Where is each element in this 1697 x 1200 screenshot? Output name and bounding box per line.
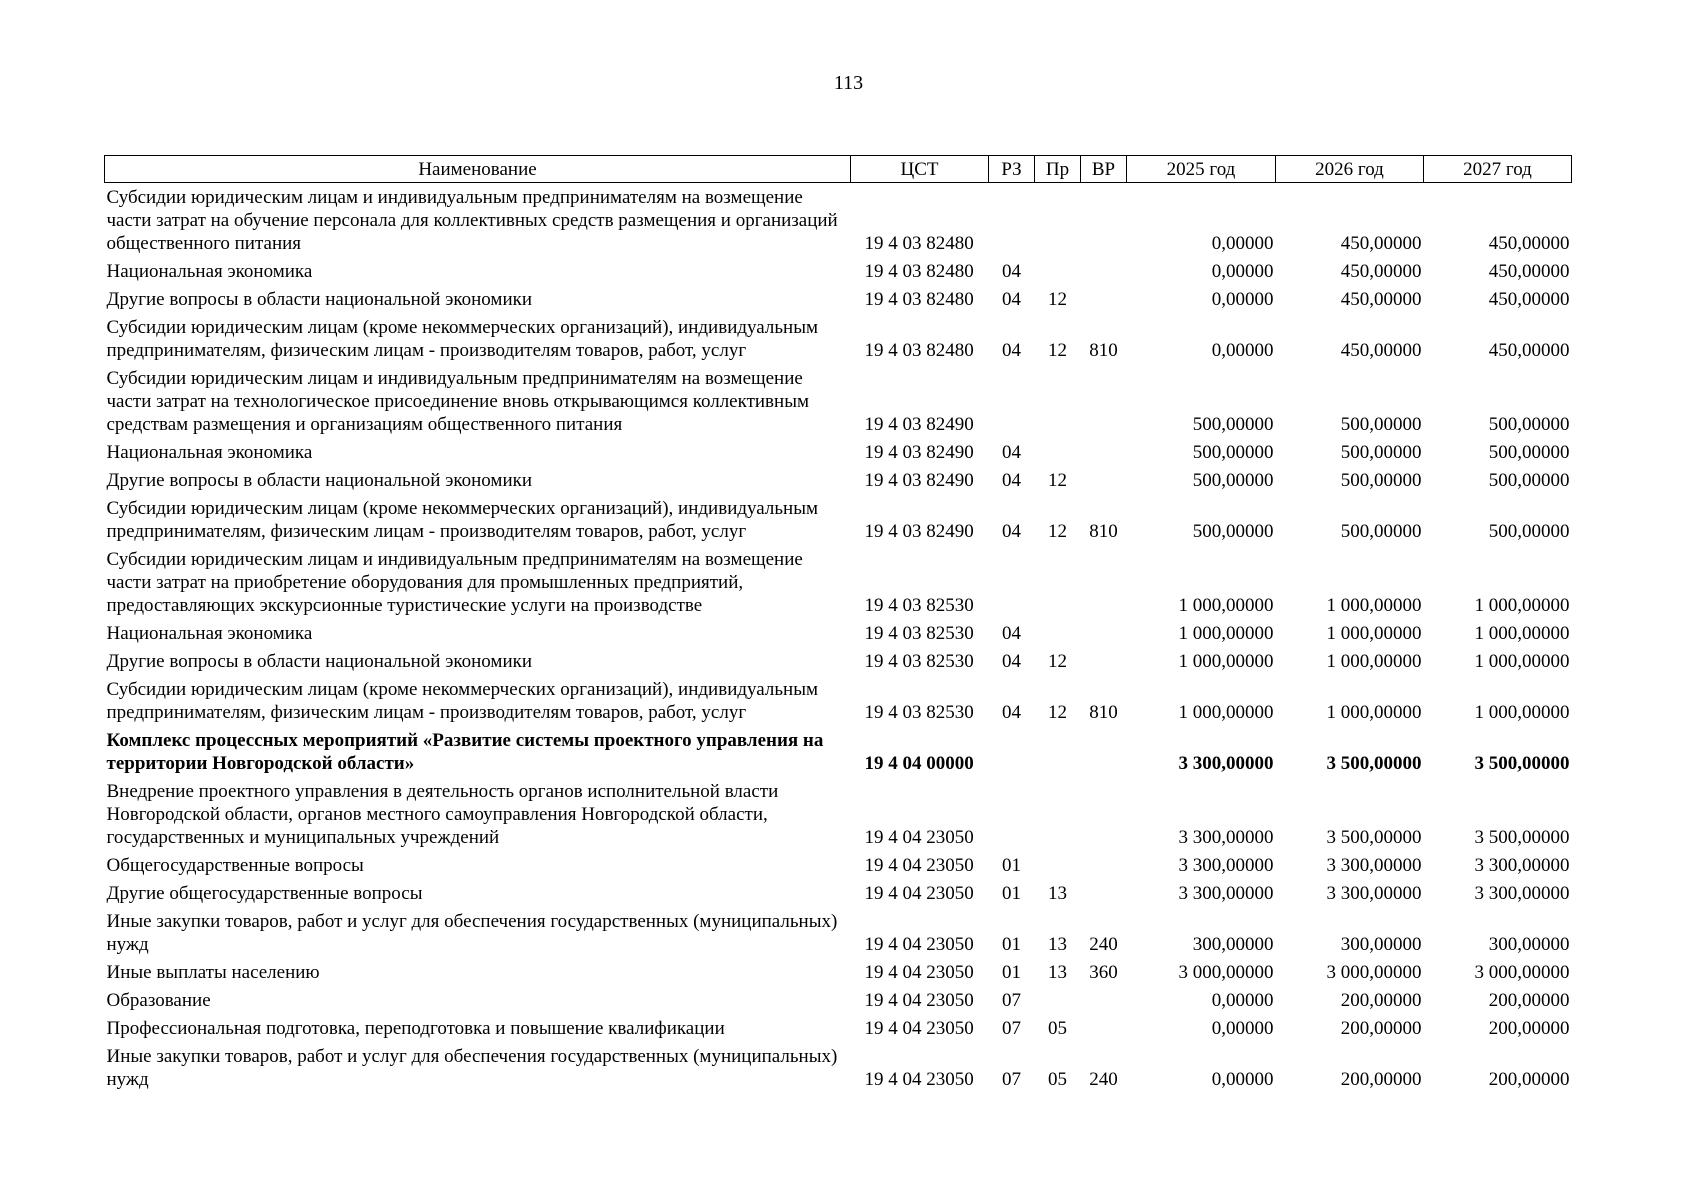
row-pr: 13 bbox=[1048, 883, 1067, 904]
row-pr: 13 bbox=[1048, 962, 1067, 983]
row-vr bbox=[1081, 647, 1127, 675]
row-2027: 3 000,00000 bbox=[1474, 962, 1570, 983]
table-row bbox=[105, 986, 1572, 1014]
header-name: Наименование bbox=[105, 156, 851, 183]
row-2026: 3 300,00000 bbox=[1326, 855, 1422, 876]
row-pr: 12 bbox=[1048, 702, 1067, 723]
row-rz: 01 bbox=[1002, 883, 1021, 904]
row-2026: 3 500,00000 bbox=[1326, 753, 1422, 774]
table-row bbox=[105, 183, 1572, 258]
header-rz: РЗ bbox=[989, 156, 1035, 183]
row-2027: 1 000,00000 bbox=[1474, 623, 1570, 644]
row-2027: 1 000,00000 bbox=[1474, 702, 1570, 723]
row-2025: 1 000,00000 bbox=[1178, 595, 1274, 616]
row-2025: 3 300,00000 bbox=[1178, 855, 1274, 876]
row-2026: 1 000,00000 bbox=[1326, 595, 1422, 616]
row-2026: 450,00000 bbox=[1340, 233, 1422, 254]
row-pr bbox=[1035, 438, 1081, 466]
row-vr: 360 bbox=[1089, 962, 1118, 983]
row-name: Субсидии юридическим лицам (кроме некоммерческих организаций), индивидуальным предпринимателям, физическим лицам - производителям товаров, работ, услуг bbox=[106, 679, 818, 723]
row-2026: 3 000,00000 bbox=[1326, 962, 1422, 983]
row-vr bbox=[1081, 1014, 1127, 1042]
row-name: Иные выплаты населению bbox=[106, 962, 320, 983]
row-name: Национальная экономика bbox=[106, 261, 313, 282]
row-rz bbox=[989, 183, 1035, 258]
page-number: 113 bbox=[833, 72, 864, 94]
row-cst: 19 4 03 82490 bbox=[864, 442, 974, 463]
row-2027: 300,00000 bbox=[1488, 934, 1570, 955]
row-2025: 500,00000 bbox=[1192, 470, 1274, 491]
row-vr bbox=[1081, 986, 1127, 1014]
row-2025: 1 000,00000 bbox=[1178, 702, 1274, 723]
row-2027: 200,00000 bbox=[1488, 1069, 1570, 1090]
row-pr: 12 bbox=[1048, 340, 1067, 361]
row-cst: 19 4 03 82530 bbox=[864, 623, 974, 644]
row-2025: 3 000,00000 bbox=[1178, 962, 1274, 983]
table-body bbox=[105, 183, 1572, 1094]
row-name: Субсидии юридическим лицам и индивидуальным предпринимателям на возмещение части затрат на технологическое присоединение вновь открывающимся коллективным средствам размещения и организациям общественного питания bbox=[106, 368, 809, 435]
row-pr bbox=[1035, 545, 1081, 619]
row-rz: 07 bbox=[1002, 1069, 1021, 1090]
row-cst: 19 4 03 82480 bbox=[864, 233, 974, 254]
row-name: Субсидии юридическим лицам (кроме некоммерческих организаций), индивидуальным предпринимателям, физическим лицам - производителям товаров, работ, услуг bbox=[106, 498, 818, 542]
row-2026: 200,00000 bbox=[1340, 1018, 1422, 1039]
row-cst: 19 4 03 82530 bbox=[864, 651, 974, 672]
row-rz: 04 bbox=[1002, 623, 1021, 644]
header-cst: ЦСТ bbox=[851, 156, 989, 183]
row-2026: 300,00000 bbox=[1340, 934, 1422, 955]
row-pr bbox=[1035, 364, 1081, 438]
row-name: Субсидии юридическим лицам и индивидуальным предпринимателям на возмещение части затрат на приобретение оборудования для промышленных предприятий, предоставляющих экскурсионные туристические услуги на производстве bbox=[106, 549, 803, 616]
row-vr bbox=[1081, 619, 1127, 647]
row-cst: 19 4 04 23050 bbox=[864, 990, 974, 1011]
row-rz bbox=[989, 364, 1035, 438]
table-row bbox=[105, 675, 1572, 726]
row-vr bbox=[1081, 851, 1127, 879]
row-name: Иные закупки товаров, работ и услуг для обеспечения государственных (муниципальных) нужд bbox=[106, 911, 838, 955]
row-2025: 500,00000 bbox=[1192, 414, 1274, 435]
table-row bbox=[105, 777, 1572, 851]
row-cst: 19 4 04 23050 bbox=[864, 827, 974, 848]
row-cst: 19 4 04 23050 bbox=[864, 855, 974, 876]
row-2027: 200,00000 bbox=[1488, 1018, 1570, 1039]
row-pr bbox=[1035, 619, 1081, 647]
table-row bbox=[105, 619, 1572, 647]
row-2026: 500,00000 bbox=[1340, 442, 1422, 463]
row-name: Другие вопросы в области национальной экономики bbox=[106, 289, 533, 310]
row-2027: 1 000,00000 bbox=[1474, 595, 1570, 616]
row-rz: 04 bbox=[1002, 470, 1021, 491]
row-rz: 04 bbox=[1002, 340, 1021, 361]
row-pr: 13 bbox=[1048, 934, 1067, 955]
row-vr bbox=[1081, 879, 1127, 907]
row-2025: 1 000,00000 bbox=[1178, 651, 1274, 672]
row-name: Комплекс процессных мероприятий «Развитие системы проектного управления на территории Новгородской области» bbox=[106, 730, 824, 774]
row-vr: 810 bbox=[1089, 702, 1118, 723]
row-cst: 19 4 03 82480 bbox=[864, 261, 974, 282]
row-2027: 450,00000 bbox=[1488, 340, 1570, 361]
row-2025: 3 300,00000 bbox=[1178, 753, 1274, 774]
row-name: Общегосударственные вопросы bbox=[106, 855, 364, 876]
row-vr: 810 bbox=[1089, 340, 1118, 361]
row-2027: 450,00000 bbox=[1488, 261, 1570, 282]
row-2027: 500,00000 bbox=[1488, 521, 1570, 542]
row-pr bbox=[1035, 726, 1081, 777]
table-row bbox=[105, 466, 1572, 494]
table-row bbox=[105, 494, 1572, 545]
table-row bbox=[105, 257, 1572, 285]
row-rz: 04 bbox=[1002, 289, 1021, 310]
row-2025: 500,00000 bbox=[1192, 442, 1274, 463]
table-row bbox=[105, 1042, 1572, 1093]
row-rz bbox=[989, 726, 1035, 777]
row-pr: 12 bbox=[1048, 470, 1067, 491]
row-name: Внедрение проектного управления в деятельность органов исполнительной власти Новгородской области, органов местного самоуправления Новгородской области, государственных и муниципальных учреждений bbox=[106, 781, 779, 848]
row-vr: 810 bbox=[1089, 521, 1118, 542]
header-2026: 2026 год bbox=[1276, 156, 1424, 183]
row-2027: 500,00000 bbox=[1488, 442, 1570, 463]
row-2026: 450,00000 bbox=[1340, 340, 1422, 361]
row-2026: 500,00000 bbox=[1340, 414, 1422, 435]
row-cst: 19 4 03 82530 bbox=[864, 595, 974, 616]
row-2026: 500,00000 bbox=[1340, 521, 1422, 542]
row-pr bbox=[1035, 851, 1081, 879]
row-vr bbox=[1081, 438, 1127, 466]
table-row bbox=[105, 313, 1572, 364]
row-cst: 19 4 04 23050 bbox=[864, 883, 974, 904]
row-2027: 450,00000 bbox=[1488, 233, 1570, 254]
row-rz: 01 bbox=[1002, 962, 1021, 983]
row-cst: 19 4 04 00000 bbox=[864, 753, 974, 774]
row-rz bbox=[989, 545, 1035, 619]
row-name: Национальная экономика bbox=[106, 623, 313, 644]
row-2026: 1 000,00000 bbox=[1326, 702, 1422, 723]
header-2027: 2027 год bbox=[1424, 156, 1572, 183]
row-cst: 19 4 03 82480 bbox=[864, 289, 974, 310]
row-rz: 04 bbox=[1002, 702, 1021, 723]
row-name: Образование bbox=[106, 990, 211, 1011]
row-rz: 07 bbox=[1002, 990, 1021, 1011]
row-name: Другие вопросы в области национальной экономики bbox=[106, 651, 533, 672]
row-2026: 200,00000 bbox=[1340, 990, 1422, 1011]
row-vr bbox=[1081, 285, 1127, 313]
row-2026: 500,00000 bbox=[1340, 470, 1422, 491]
row-2026: 3 500,00000 bbox=[1326, 827, 1422, 848]
row-2027: 450,00000 bbox=[1488, 289, 1570, 310]
row-2025: 1 000,00000 bbox=[1178, 623, 1274, 644]
row-vr bbox=[1081, 466, 1127, 494]
row-rz: 01 bbox=[1002, 855, 1021, 876]
row-2027: 3 300,00000 bbox=[1474, 883, 1570, 904]
row-2025: 3 300,00000 bbox=[1178, 883, 1274, 904]
header-pr: Пр bbox=[1035, 156, 1081, 183]
header-vr: ВР bbox=[1081, 156, 1127, 183]
row-2026: 1 000,00000 bbox=[1326, 623, 1422, 644]
table-row bbox=[105, 1014, 1572, 1042]
table-row bbox=[105, 545, 1572, 619]
row-2025: 300,00000 bbox=[1192, 934, 1274, 955]
row-cst: 19 4 03 82480 bbox=[864, 340, 974, 361]
row-vr: 240 bbox=[1089, 934, 1118, 955]
row-vr bbox=[1081, 183, 1127, 258]
row-2026: 200,00000 bbox=[1340, 1069, 1422, 1090]
row-cst: 19 4 03 82490 bbox=[864, 414, 974, 435]
row-2027: 3 500,00000 bbox=[1474, 753, 1570, 774]
table-row bbox=[105, 647, 1572, 675]
row-pr: 05 bbox=[1048, 1069, 1067, 1090]
row-vr: 240 bbox=[1089, 1069, 1118, 1090]
row-2026: 3 300,00000 bbox=[1326, 883, 1422, 904]
row-2025: 3 300,00000 bbox=[1178, 827, 1274, 848]
row-rz: 04 bbox=[1002, 521, 1021, 542]
row-vr bbox=[1081, 726, 1127, 777]
row-name: Национальная экономика bbox=[106, 442, 313, 463]
table-row bbox=[105, 438, 1572, 466]
row-rz: 04 bbox=[1002, 261, 1021, 282]
row-2027: 3 300,00000 bbox=[1474, 855, 1570, 876]
row-rz bbox=[989, 777, 1035, 851]
table-row bbox=[105, 907, 1572, 958]
row-rz: 07 bbox=[1002, 1018, 1021, 1039]
row-name: Субсидии юридическим лицам (кроме некоммерческих организаций), индивидуальным предпринимателям, физическим лицам - производителям товаров, работ, услуг bbox=[106, 317, 818, 361]
row-rz: 04 bbox=[1002, 651, 1021, 672]
row-2025: 500,00000 bbox=[1192, 521, 1274, 542]
row-vr bbox=[1081, 364, 1127, 438]
row-2025: 0,00000 bbox=[1211, 289, 1274, 310]
row-pr bbox=[1035, 257, 1081, 285]
row-name: Субсидии юридическим лицам и индивидуальным предпринимателям на возмещение части затрат на обучение персонала для коллективных средств размещения и организаций общественного питания bbox=[106, 187, 838, 254]
row-2026: 1 000,00000 bbox=[1326, 651, 1422, 672]
row-name: Другие вопросы в области национальной экономики bbox=[106, 470, 533, 491]
row-pr bbox=[1035, 777, 1081, 851]
row-cst: 19 4 04 23050 bbox=[864, 962, 974, 983]
row-rz: 04 bbox=[1002, 442, 1021, 463]
row-2025: 0,00000 bbox=[1211, 990, 1274, 1011]
row-vr bbox=[1081, 777, 1127, 851]
budget-table bbox=[104, 155, 1572, 1093]
table-row bbox=[105, 726, 1572, 777]
row-cst: 19 4 04 23050 bbox=[864, 934, 974, 955]
row-name: Иные закупки товаров, работ и услуг для обеспечения государственных (муниципальных) нужд bbox=[106, 1046, 838, 1090]
row-cst: 19 4 03 82490 bbox=[864, 470, 974, 491]
table-row bbox=[105, 285, 1572, 313]
row-pr: 12 bbox=[1048, 521, 1067, 542]
row-2025: 0,00000 bbox=[1211, 233, 1274, 254]
row-pr: 05 bbox=[1048, 1018, 1067, 1039]
row-2027: 1 000,00000 bbox=[1474, 651, 1570, 672]
table-header-row bbox=[105, 156, 1572, 183]
row-pr bbox=[1035, 183, 1081, 258]
row-cst: 19 4 03 82490 bbox=[864, 521, 974, 542]
row-2025: 0,00000 bbox=[1211, 340, 1274, 361]
row-name: Другие общегосударственные вопросы bbox=[106, 883, 423, 904]
row-pr: 12 bbox=[1048, 289, 1067, 310]
row-name: Профессиональная подготовка, переподготовка и повышение квалификации bbox=[106, 1018, 725, 1039]
row-pr bbox=[1035, 986, 1081, 1014]
table-row bbox=[105, 958, 1572, 986]
row-vr bbox=[1081, 545, 1127, 619]
row-cst: 19 4 04 23050 bbox=[864, 1018, 974, 1039]
row-2027: 3 500,00000 bbox=[1474, 827, 1570, 848]
table-row bbox=[105, 879, 1572, 907]
row-rz: 01 bbox=[1002, 934, 1021, 955]
row-pr: 12 bbox=[1048, 651, 1067, 672]
row-2027: 500,00000 bbox=[1488, 414, 1570, 435]
row-2026: 450,00000 bbox=[1340, 289, 1422, 310]
row-cst: 19 4 04 23050 bbox=[864, 1069, 974, 1090]
row-2025: 0,00000 bbox=[1211, 1018, 1274, 1039]
table-row bbox=[105, 364, 1572, 438]
row-vr bbox=[1081, 257, 1127, 285]
table-row bbox=[105, 851, 1572, 879]
row-cst: 19 4 03 82530 bbox=[864, 702, 974, 723]
row-2025: 0,00000 bbox=[1211, 261, 1274, 282]
row-2026: 450,00000 bbox=[1340, 261, 1422, 282]
header-2025: 2025 год bbox=[1127, 156, 1276, 183]
row-2025: 0,00000 bbox=[1211, 1069, 1274, 1090]
row-2027: 200,00000 bbox=[1488, 990, 1570, 1011]
row-2027: 500,00000 bbox=[1488, 470, 1570, 491]
